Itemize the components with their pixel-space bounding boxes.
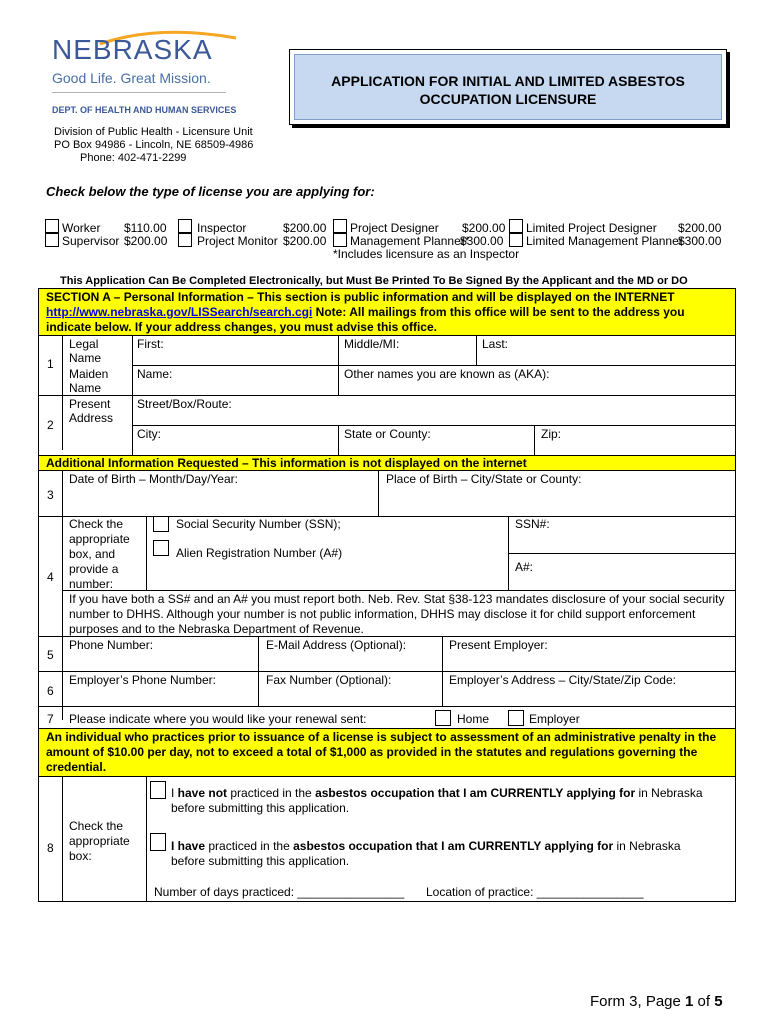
email-field[interactable]: E-Mail Address (Optional): bbox=[266, 638, 407, 652]
not-practiced-checkbox[interactable] bbox=[150, 781, 166, 799]
alien-checkbox[interactable] bbox=[153, 540, 169, 556]
phone-field[interactable]: Phone Number: bbox=[69, 638, 154, 652]
city-field[interactable]: City: bbox=[137, 427, 161, 441]
id-disclosure-note: If you have both a SS# and an A# you must report both. Neb. Rev. Stat §38-123 mandates disclosure of your social security number to DHHS. Although your number is not public information, DHHS may disclose it for child support enforcement purposes and to the Nebraska Department of Revenue. bbox=[69, 592, 725, 636]
project-monitor-checkbox[interactable] bbox=[178, 233, 192, 247]
logo-divider bbox=[52, 92, 226, 93]
not-practiced-option: I have not practiced in the asbestos occupation that I am CURRENTLY applying for in Nebraska before submitting this application. bbox=[171, 786, 703, 815]
maiden-name-label: Maiden Name bbox=[69, 367, 109, 395]
inspector-checkbox[interactable] bbox=[178, 219, 192, 233]
penalty-notice: An individual who practices prior to issuance of a license is subject to assessment of an administrative penalty in the amount of $10.00 per day, not to exceed a total of $1,000 as provided in the statutes and regulations governing the credential. bbox=[39, 729, 735, 776]
project-monitor-fee: $200.00 bbox=[283, 234, 327, 248]
project-designer-checkbox[interactable] bbox=[333, 219, 347, 233]
employer-field[interactable]: Present Employer: bbox=[449, 638, 548, 652]
supervisor-fee: $200.00 bbox=[124, 234, 168, 248]
a-number-field[interactable]: A#: bbox=[515, 560, 534, 574]
supervisor-label: Supervisor bbox=[62, 234, 120, 248]
license-note: *Includes licensure as an Inspector bbox=[333, 247, 520, 261]
project-monitor-label: Project Monitor bbox=[197, 234, 278, 248]
management-planner-label: Management Planner* bbox=[350, 234, 470, 248]
row-6-number: 6 bbox=[47, 684, 54, 698]
address-line-2: PO Box 94986 - Lincoln, NE 68509-4986 bbox=[54, 139, 254, 151]
limited-management-planner-label: Limited Management Planner bbox=[526, 234, 683, 248]
first-name-label[interactable]: First: bbox=[137, 337, 164, 351]
management-planner-fee: $300.00 bbox=[460, 234, 504, 248]
electronic-note: This Application Can Be Completed Electronically, but Must Be Printed To Be Signed By the Applicant and the MD or DO bbox=[60, 275, 688, 287]
inspector-label: Inspector bbox=[197, 221, 247, 235]
renewal-prompt: Please indicate where you would like your renewal sent: bbox=[69, 712, 367, 726]
limited-management-planner-fee: $300.00 bbox=[678, 234, 722, 248]
management-planner-checkbox[interactable] bbox=[333, 233, 347, 247]
section-a-header: SECTION A – Personal Information – This section is public information and will be displayed on the INTERNET http://www.nebraska.gov/LISSearch/search.cgi Note: All mailings from this office will be sent to the address you indicate below. If your address changes, you must advise this office. bbox=[39, 289, 735, 335]
worker-fee: $110.00 bbox=[124, 221, 167, 235]
maiden-name-field[interactable]: Name: bbox=[137, 367, 173, 381]
practice-check-label: Check the appropriate box: bbox=[69, 819, 130, 863]
agency-address bbox=[54, 126, 253, 165]
limited-project-designer-checkbox[interactable] bbox=[509, 219, 523, 233]
logo-wordmark: NEBRASKA bbox=[52, 34, 213, 65]
dob-field[interactable]: Date of Birth – Month/Day/Year: bbox=[69, 472, 238, 486]
limited-project-designer-fee: $200.00 bbox=[678, 221, 722, 235]
renewal-employer-label: Employer bbox=[529, 712, 580, 726]
page-title: APPLICATION FOR INITIAL AND LIMITED ASBESTOS OCCUPATION LICENSURE bbox=[331, 73, 685, 107]
days-practiced-field[interactable]: Number of days practiced: ________________ bbox=[154, 885, 405, 899]
row-8-number: 8 bbox=[47, 841, 54, 855]
practice-location-field[interactable]: Location of practice: ________________ bbox=[426, 885, 644, 899]
inspector-fee: $200.00 bbox=[283, 221, 327, 235]
additional-info-header: Additional Information Requested – This information is not displayed on the internet bbox=[39, 456, 735, 470]
legal-name-label: Legal Name bbox=[69, 337, 102, 365]
employer-phone-field[interactable]: Employer’s Phone Number: bbox=[69, 673, 216, 687]
present-address-label: Present Address bbox=[69, 397, 114, 425]
worker-label: Worker bbox=[62, 221, 101, 235]
nebraska-logo bbox=[38, 28, 238, 118]
row-1-number: 1 bbox=[47, 357, 54, 371]
lis-search-link[interactable]: http://www.nebraska.gov/LISSearch/search.cgi bbox=[46, 305, 313, 319]
ssn-option-label: Social Security Number (SSN); bbox=[176, 517, 341, 531]
practiced-option: I have practiced in the asbestos occupation that I am CURRENTLY applying for in Nebraska before submitting this application. bbox=[171, 839, 681, 868]
ssn-field[interactable]: SSN#: bbox=[515, 517, 550, 531]
employer-address-field[interactable]: Employer’s Address – City/State/Zip Code: bbox=[449, 673, 676, 687]
logo-dept: DEPT. OF HEALTH AND HUMAN SERVICES bbox=[52, 105, 237, 115]
limited-project-designer-label: Limited Project Designer bbox=[526, 221, 657, 235]
row-4-number: 4 bbox=[47, 570, 54, 584]
id-check-label: Check the appropriate box, and provide a number: bbox=[69, 517, 130, 591]
license-prompt: Check below the type of license you are applying for: bbox=[46, 184, 375, 199]
middle-name-label[interactable]: Middle/MI: bbox=[344, 337, 400, 351]
renewal-home-label: Home bbox=[457, 712, 490, 726]
worker-checkbox[interactable] bbox=[45, 219, 59, 233]
page-footer: Form 3, Page 1 of 5 bbox=[590, 993, 723, 1010]
street-field[interactable]: Street/Box/Route: bbox=[137, 397, 232, 411]
last-name-label[interactable]: Last: bbox=[482, 337, 509, 351]
supervisor-checkbox[interactable] bbox=[45, 233, 59, 247]
logo-tagline: Good Life. Great Mission. bbox=[52, 70, 211, 86]
aka-field[interactable]: Other names you are known as (AKA): bbox=[344, 367, 550, 381]
project-designer-fee: $200.00 bbox=[462, 221, 506, 235]
address-line-3: Phone: 402-471-2299 bbox=[80, 152, 187, 164]
renewal-home-checkbox[interactable] bbox=[435, 710, 451, 726]
practiced-checkbox[interactable] bbox=[150, 833, 166, 851]
ssn-checkbox[interactable] bbox=[153, 516, 169, 532]
state-field[interactable]: State or County: bbox=[344, 427, 431, 441]
limited-management-planner-checkbox[interactable] bbox=[509, 233, 523, 247]
row-3-number: 3 bbox=[47, 488, 54, 502]
title-box bbox=[289, 49, 727, 125]
row-5-number: 5 bbox=[47, 648, 54, 662]
alien-option-label: Alien Registration Number (A#) bbox=[176, 546, 343, 560]
row-7-number: 7 bbox=[47, 712, 54, 726]
zip-field[interactable]: Zip: bbox=[541, 427, 562, 441]
renewal-employer-checkbox[interactable] bbox=[508, 710, 524, 726]
row-2-number: 2 bbox=[47, 418, 54, 432]
project-designer-label: Project Designer bbox=[350, 221, 439, 235]
pob-field[interactable]: Place of Birth – City/State or County: bbox=[386, 472, 582, 486]
fax-field[interactable]: Fax Number (Optional): bbox=[266, 673, 392, 687]
address-line-1: Division of Public Health - Licensure Unit bbox=[54, 126, 253, 138]
